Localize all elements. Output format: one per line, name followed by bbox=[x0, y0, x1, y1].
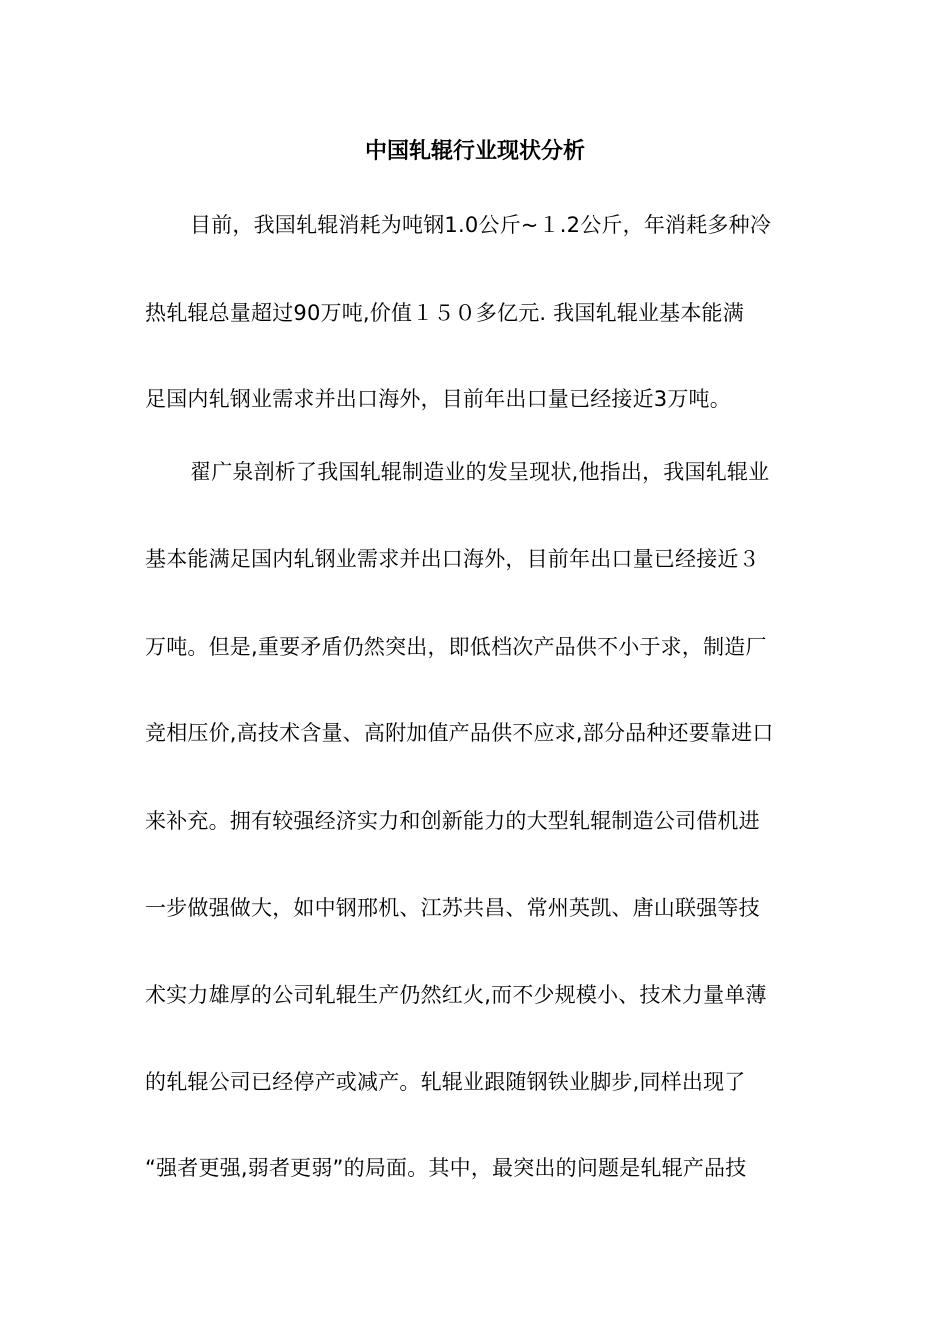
paragraph-line: 目前，我国轧辊消耗为吨钢1.0公斤~１.2公斤，年消耗多种冷 bbox=[190, 213, 772, 237]
paragraph-line: 术实力雄厚的公司轧辊生产仍然红火,而不少规模小、技术力量单薄 bbox=[145, 983, 767, 1007]
paragraph-line: 翟广泉剖析了我国轧辊制造业的发呈现状,他指出，我国轧辊业 bbox=[190, 460, 770, 484]
paragraph-line: 的轧辊公司已经停产或减产。轧辊业跟随钢铁业脚步,同样出现了 bbox=[145, 1070, 746, 1094]
paragraph-line: “强者更强,弱者更弱”的局面。其中，最突出的问题是轧辊产品技 bbox=[145, 1156, 747, 1180]
paragraph-line: 竞相压价,高技术含量、高附加值产品供不应求,部分品种还要靠进口 bbox=[145, 721, 774, 745]
paragraph-line: 一步做强做大，如中钢邢机、江苏共昌、常州英凯、唐山联强等技 bbox=[145, 896, 760, 920]
document-title: 中国轧辊行业现状分析 bbox=[364, 139, 585, 164]
paragraph-line: 热轧辊总量超过90万吨,价值１５０多亿元. 我国轧辊业基本能满 bbox=[145, 301, 744, 325]
paragraph-line: 来补充。拥有较强经济实力和创新能力的大型轧辊制造公司借机进 bbox=[145, 809, 760, 833]
paragraph-line: 万吨。但是,重要矛盾仍然突出，即低档次产品供不小于求，制造厂 bbox=[145, 635, 767, 659]
paragraph-line: 足国内轧钢业需求并出口海外，目前年出口量已经接近3万吨。 bbox=[145, 387, 731, 411]
paragraph-line: 基本能满足国内轧钢业需求并出口海外，目前年出口量已经接近３ bbox=[145, 547, 760, 571]
